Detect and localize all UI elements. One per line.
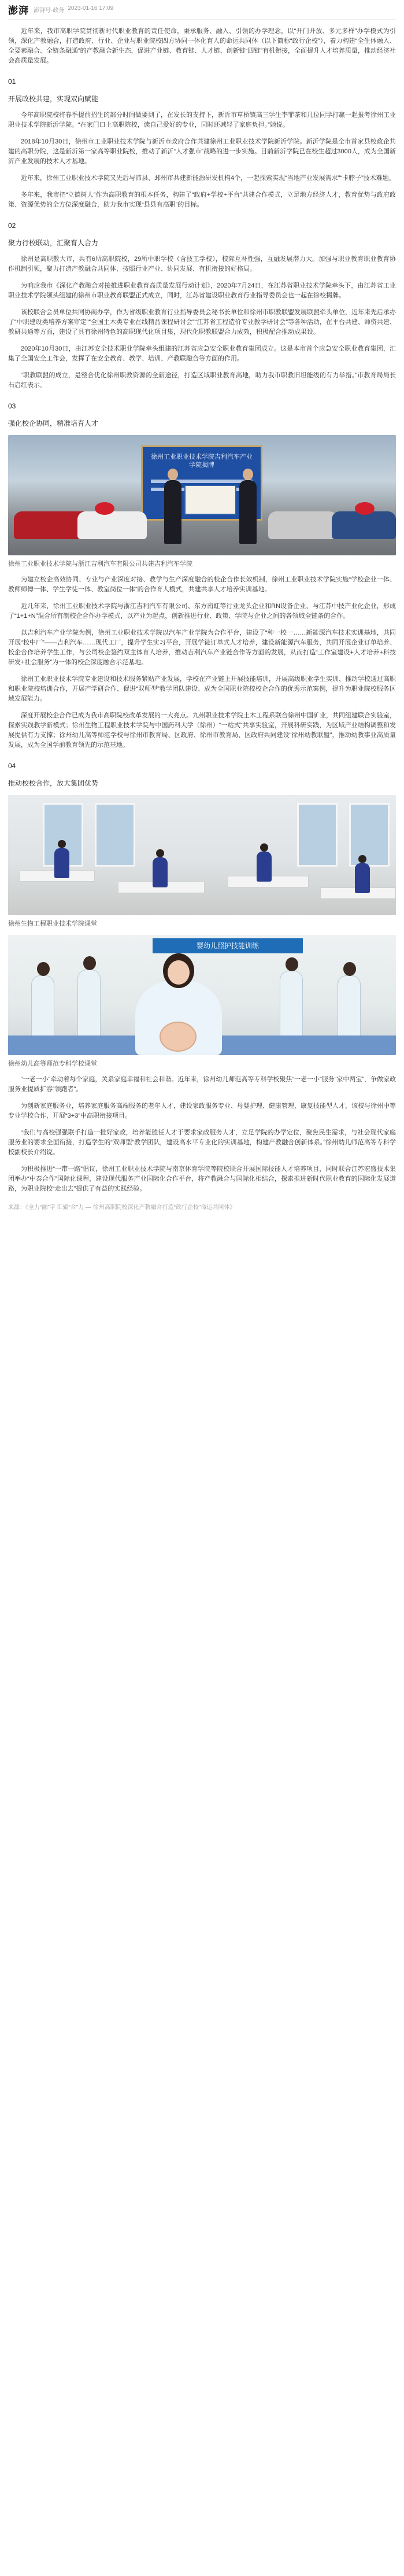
section-title: 推动校校合作，放大集团优势: [8, 779, 99, 787]
paragraph: 2018年10月30日，徐州市工业职业技术学院与新沂市政府合作共建徐州工业职业技术学院新沂学院。新沂学院是全市首家县校政企共建的高职分院，这是新沂第一家高等职业院校，推动了新沂“人才强市”战略的进一步实施。目前新沂学院已在校生超过3000人，成为全国新沂产业发展的技术人才基地。: [8, 138, 396, 165]
worker-head: [260, 843, 268, 852]
section-04: [8, 762, 396, 1194]
article-source[interactable]: 来源：《全力“融”字 汇聚“合”力 — 徐州高职院校深化产教融合打造“政行企校”命运共同体》: [8, 1204, 236, 1211]
student: [280, 971, 303, 1040]
intro-paragraph: 近年来，我市高职学院贯彻新时代职业教育的责任使命，秉承服务、融入、引领的办学理念，以“开门开放、多元多样”办学模式为引领，深化产教融合，打造政府、行业、企业与职业院校四方协同一体化育人的命运共同体（以下简称“政行企校”），着力构建“全生体融入、全要素融合、全链条融通”的产教融合新生态，促进产业链、教育链、人才链、创新链“四链”有机衔接，全面提升人才培养质量，推动经济社会高质量发展。: [8, 28, 396, 64]
section-01: [8, 78, 396, 210]
car-white: [77, 511, 147, 539]
paragraph: 为建立校企高效协同、专业与产业深度对接、教学与生产深度融合的校企合作长效机制，徐州工业职业技术学院实施“学校企业一体、教师师傅一体、学生学徒一体、教室岗位一体”的合作育人模式，共建共享人才培养实训基地。: [8, 576, 396, 593]
front-student-face: [168, 960, 190, 985]
article-meta: [34, 5, 113, 14]
section-number: 01: [8, 78, 16, 86]
paragraph: 近几年来，徐州工业职业技术学院与浙江吉利汽车有限公司、东方南虹等行业龙头企业和RN设备企业、与江苏中技产业化企业，形成了“1+1+N”混合所有制校企合作办学模式，以产业为起点，创新推进行业、政策、学院与企业之间的各领域全链条的合作。: [8, 603, 396, 620]
section-title: 聚力行校联动，汇聚育人合力: [8, 239, 99, 247]
student: [77, 970, 101, 1039]
paragraph: 徐州工业职业技术学院专业建设和技术服务紧贴产业发展，学校在产业链上开展技能培训，开展高级职业学生实训、推动学校通过高职和职业院校培训合作，开展产学研合作、促进“双师型”教学团队建设、成为全国职业院校校企合作的优秀示范案例，提升为职业院校服务区域发展能力。: [8, 676, 396, 702]
worker-head: [358, 855, 366, 863]
window: [297, 803, 338, 867]
paragraph: 近年来，徐州工业职业技术学院又先后与沛县、邳州市共建新能源研发机构4个，一起探索实现“当地产业发展需求”“卡脖子”技术难题。: [21, 175, 395, 182]
article-page: [0, 0, 404, 1222]
paragraph: 为创新家庭服务业，培养家庭服务高端服务的老年人才，建设家政服务专业、母婴护理、健康管理、康复技能型人才，该校与徐州中等专业学校合作，开展“3+3”中高职衔接项目。: [8, 1103, 396, 1119]
person-left: [164, 480, 181, 544]
ceremony-photo[interactable]: [8, 435, 396, 568]
photo-caption: 徐州生物工程职业技术学院课堂: [8, 920, 97, 927]
worker-head: [58, 840, 66, 848]
ribbon-flower: [355, 502, 375, 515]
paragraph: 为响应我市《深化产教融合对接推进职业教育高质量发展行动计划》，2020年7月24日，在江苏省职业技术学院牵头下，由江苏省工业职业技术学院领头组建的徐州市职业教育联盟正式成立，同时，江苏省建设职业教育行业指导委员会也一起在徐校揭牌。: [8, 282, 396, 299]
section-03: [8, 402, 396, 750]
nursery-photo-image: [8, 935, 396, 1055]
person-head: [243, 469, 253, 480]
student-worker: [54, 848, 69, 878]
student: [31, 975, 54, 1045]
photo-caption: 徐州工业职业技术学院与浙江吉利汽车有限公司共建吉利汽车学院: [8, 561, 192, 567]
paragraph: 2020年10月30日，由江苏安全技术职业学院牵头组建的江苏省应急安全职业教育集团成立。这是本市首个应急安全职业教育集团，汇集了全国安全工作会，发挥了在安全教育、教学、培训、产教联融合等方面的作用。: [8, 345, 396, 362]
section-title: 开展政校共建，实现双向赋能: [8, 95, 99, 103]
car-silver: [268, 511, 338, 539]
paragraph: 该校联合会员单位共同协商办学，作为省级职业教育行业指导委员会秘书长单位和徐州市职教联盟发展联盟牵头单位，近年来先后承办了“中职建设类培养方案审定”“全国土木类专业在线精品课程研讨会”“江苏省工程造价专业教学研讨会”等各种活动，在平台共建、师资共建、教研共通等方面，建设了具有徐州特色的高职现代化项目集，现代化职教联盟合力成效，积极配合推动成果设。: [8, 309, 396, 336]
paragraph: “我们与高校强强联手打造一批好家政，培养能胜任人才于要求家政服务人才，立足学院的办学定位，聚焦民生需求，与社会现代家庭服务业的要求全面衔接，打造学生的“双师型”教学团队，建设高水平专业化的实训基地，构建产教融合创新体系。”徐州幼儿师范高等专科学校副校长介绍说。: [8, 1129, 396, 1156]
student-worker: [257, 852, 272, 882]
section-number: 03: [8, 402, 16, 410]
plaque-board: [184, 485, 236, 515]
student-head: [37, 962, 50, 976]
student: [338, 975, 361, 1045]
worker-head: [156, 849, 164, 857]
person-right: [239, 480, 257, 544]
paragraph: 深度开展校企合作已成为我市高职院校改革发展的一大亮点。九州职业技术学院土木工程系联合徐州中国矿业，共同组建联合实验室，探索实践教学新模式；徐州生物工程职业技术学院与中国药科大学（徐州）“一站式”共享实验室，开展科研实践，为区域产业结构调整和发展提供有力支撑；徐州幼儿高等师范学校与徐州市教育局、区政府、徐州市教育局、区政府共同建设“徐州幼教联盟”，推动幼教事业高质量发展，成为全国学前教育领先的示范基地。: [8, 712, 396, 749]
backdrop-banner-text: 徐州工业职业技术学院吉利汽车产业学院揭牌: [151, 454, 253, 469]
banner-text: 婴幼儿照护技能训练: [196, 942, 259, 950]
paragraph: 多年来，我市把“立德树人”作为高职教育的根本任务，构建了“政府+学校+平台”共建合作模式，立足地方经济人才，教育优势与政府政策、资源优势的全方位深度融合，助力我市实现“县县有高职”的目标。: [8, 191, 396, 208]
student-head: [343, 962, 356, 976]
section-number: 04: [8, 762, 16, 770]
training-photo[interactable]: [8, 795, 396, 928]
person-head: [168, 469, 178, 480]
photo-caption: 徐州幼儿高等师范专科学校课堂: [8, 1060, 97, 1067]
section-title: 强化校企协同，精准培育人才: [8, 419, 99, 428]
student-worker: [355, 863, 370, 893]
paragraph: “一老一小”牵动着每个家庭，关系家庭幸福和社会和谐。近年来，徐州幼儿师范高等专科学校聚焦“一老一小”服务“家中两宝”，争做家政服务业提质扩容“领跑者”。: [8, 1076, 396, 1093]
paragraph: 今年高职院校将春季提前招生的部分时间做要到了，在发长的支持下，新沂市草桥镇高三学生李菲茶和几位同学打赢一起报考徐州工业职业技术学院新沂学院。“在家门口上高职院校，读自己爱好的专业，同时还减轻了家庭负担。”她说。: [8, 112, 396, 128]
student-worker: [153, 857, 168, 887]
author-label[interactable]: 澎湃号·政务: [34, 8, 65, 14]
section-number: 02: [8, 222, 16, 230]
window: [95, 803, 135, 867]
paragraph: “职教联盟的成立，是整合优化徐州职教资源的全新途径，打造区域职业教育高地，助力我市职教旧坦能级的有力举措。”市教育局局长石启红表示。: [8, 372, 396, 389]
car-blue: [332, 511, 396, 539]
classroom-banner: [153, 938, 303, 953]
paragraph: 徐州是高职教大市，共有6所高职院校，29所中职学校（含技工学校），校际互补性强，互融发展潜力大。加强与职业教育职业教育协作机制引领，聚力打造产教融合共同体，按照行业产业、协同发展、有机衔接的好格局。: [8, 256, 396, 272]
training-photo-image: [8, 795, 396, 915]
ceremony-photo-image: [8, 435, 396, 555]
section-02: [8, 222, 396, 390]
window: [349, 803, 390, 867]
nursery-photo[interactable]: [8, 935, 396, 1068]
student-head: [286, 957, 298, 971]
baby-doll: [160, 1022, 197, 1052]
paragraph: 为积极推进“一带一路”倡议，徐州工业职业技术学院与南京体育学院等院校联合开展国际技能人才培养项目，同时联合江苏宏盛技术集团举办“中泰合作”国际化课程，建设现代服务产业国际化合作平台，将产教融合与国际化相结合，探索推进新时代职业教育的国际化发展道路，为职业院校“走出去”提供了有益的实践经验。: [8, 1166, 396, 1192]
student-head: [83, 956, 96, 970]
top-bar: [8, 0, 396, 20]
site-logo[interactable]: 澎湃: [8, 5, 29, 17]
ribbon-flower: [95, 502, 114, 515]
paragraph: 以吉利汽车产业学院为例，徐州工业职业技术学院以汽车产业学院为合作平台，建设了“种一校一……新能源汽车技术实训基地，共同开展“校中厂”——吉利汽车……现代工厂，提升学生实习平台，开展学徒订单式人才培养，建设新能源汽车服务，共同开展企业订单培养、校企合作培养学生工作，与公司校企签约双主体育人培养，推动吉利汽车产业链合作等方面的发展，从而打造“工作室建设+人才培养+科技研发+社会服务”为一体的校企深度融合示范基地。: [8, 629, 396, 666]
publish-time: 2023-01-16 17:09: [68, 5, 114, 12]
